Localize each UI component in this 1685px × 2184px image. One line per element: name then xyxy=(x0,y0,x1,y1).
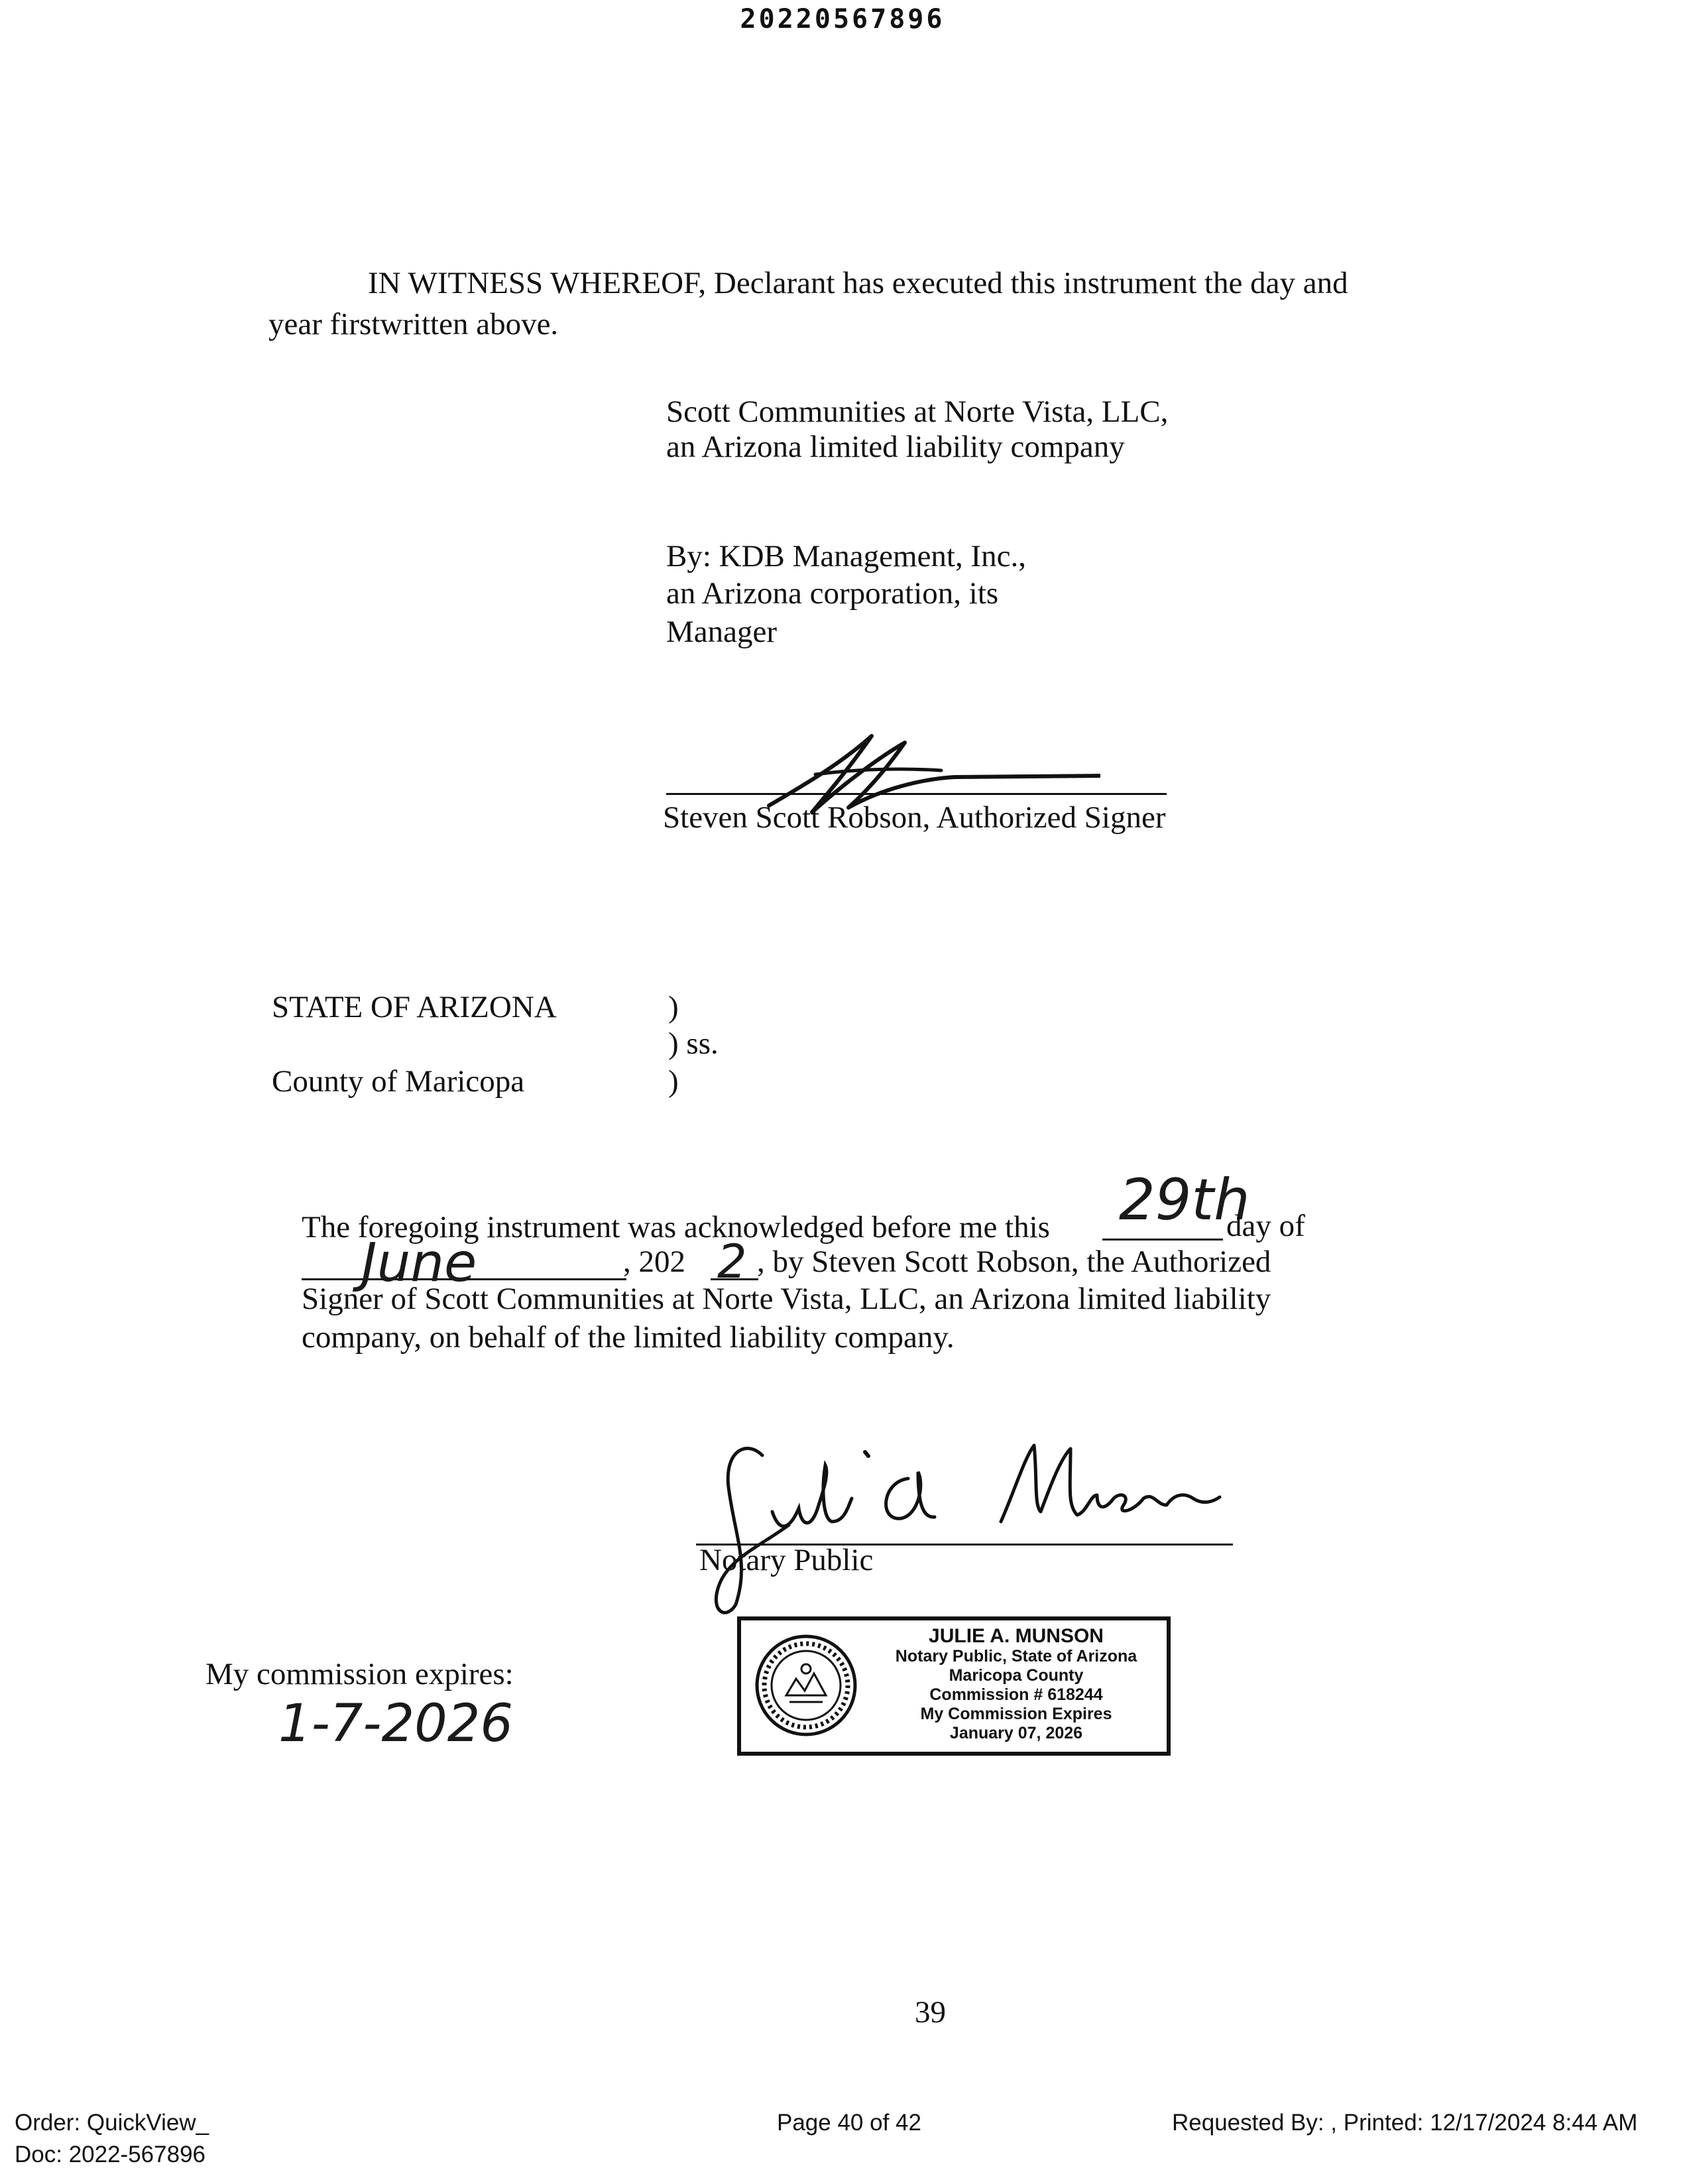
notary-signature xyxy=(689,1432,1240,1624)
ack-line-4: company, on behalf of the limited liability company. xyxy=(302,1320,955,1355)
ack-line-2-text: , by Steven Scott Robson, the Authorized xyxy=(757,1244,1271,1279)
by-manager-line-1: By: KDB Management, Inc., xyxy=(666,539,1027,574)
company-type-line: an Arizona limited liability company xyxy=(666,430,1125,464)
notary-stamp xyxy=(737,1616,1171,1756)
commission-label: My commission expires: xyxy=(205,1657,514,1691)
venue-paren-3: ) xyxy=(668,1064,679,1099)
ack-day-handwritten: 29th xyxy=(1119,1167,1250,1233)
ack-line-3: Signer of Scott Communities at Norte Vista, LLC, an Arizona limited liability xyxy=(302,1282,1271,1316)
ack-year-prefix: , 202 xyxy=(623,1244,685,1279)
ack-line-1-end: day of xyxy=(1226,1209,1305,1243)
venue-state: STATE OF ARIZONA xyxy=(272,990,557,1024)
commission-date-handwritten: 1-7-2026 xyxy=(278,1694,514,1754)
stamp-line-3: Maricopa County xyxy=(949,1666,1084,1685)
state-seal-icon xyxy=(753,1632,859,1738)
footer-page: Page 40 of 42 xyxy=(777,2110,921,2136)
page-number: 39 xyxy=(915,1995,946,2030)
by-manager-line-3: Manager xyxy=(666,615,778,649)
ack-year-handwritten: 2 xyxy=(717,1235,747,1289)
venue-ss: ) ss. xyxy=(668,1026,719,1061)
footer-requested-printed: Requested By: , Printed: 12/17/2024 8:44 AM xyxy=(1172,2110,1638,2136)
company-name-line: Scott Communities at Norte Vista, LLC, xyxy=(666,394,1169,429)
ack-day-blank xyxy=(1102,1239,1223,1241)
notary-caption: Notary Public xyxy=(699,1543,874,1577)
stamp-line-2: Notary Public, State of Arizona xyxy=(895,1647,1137,1666)
venue-county: County of Maricopa xyxy=(272,1064,525,1099)
stamp-name: JULIE A. MUNSON xyxy=(929,1625,1104,1647)
witness-line-1: IN WITNESS WHEREOF, Declarant has executed this instrument the day and xyxy=(368,266,1348,300)
footer-order: Order: QuickView_ xyxy=(15,2110,209,2136)
signer-caption: Steven Scott Robson, Authorized Signer xyxy=(663,800,1166,835)
document-number: 20220567896 xyxy=(740,4,945,34)
ack-month-handwritten: June xyxy=(361,1232,477,1294)
witness-line-2: year firstwritten above. xyxy=(268,307,559,341)
stamp-line-4: Commission # 618244 xyxy=(929,1685,1103,1704)
footer-doc: Doc: 2022-567896 xyxy=(15,2142,205,2167)
by-manager-line-2: an Arizona corporation, its xyxy=(666,576,999,611)
venue-paren-1: ) xyxy=(668,990,679,1024)
stamp-text-block xyxy=(867,1626,1165,1743)
ack-line-1-text: The foregoing instrument was acknowledged before me this xyxy=(302,1210,1050,1244)
stamp-line-6: January 07, 2026 xyxy=(949,1724,1083,1742)
signature-line xyxy=(666,793,1167,795)
stamp-line-5: My Commission Expires xyxy=(920,1705,1112,1723)
